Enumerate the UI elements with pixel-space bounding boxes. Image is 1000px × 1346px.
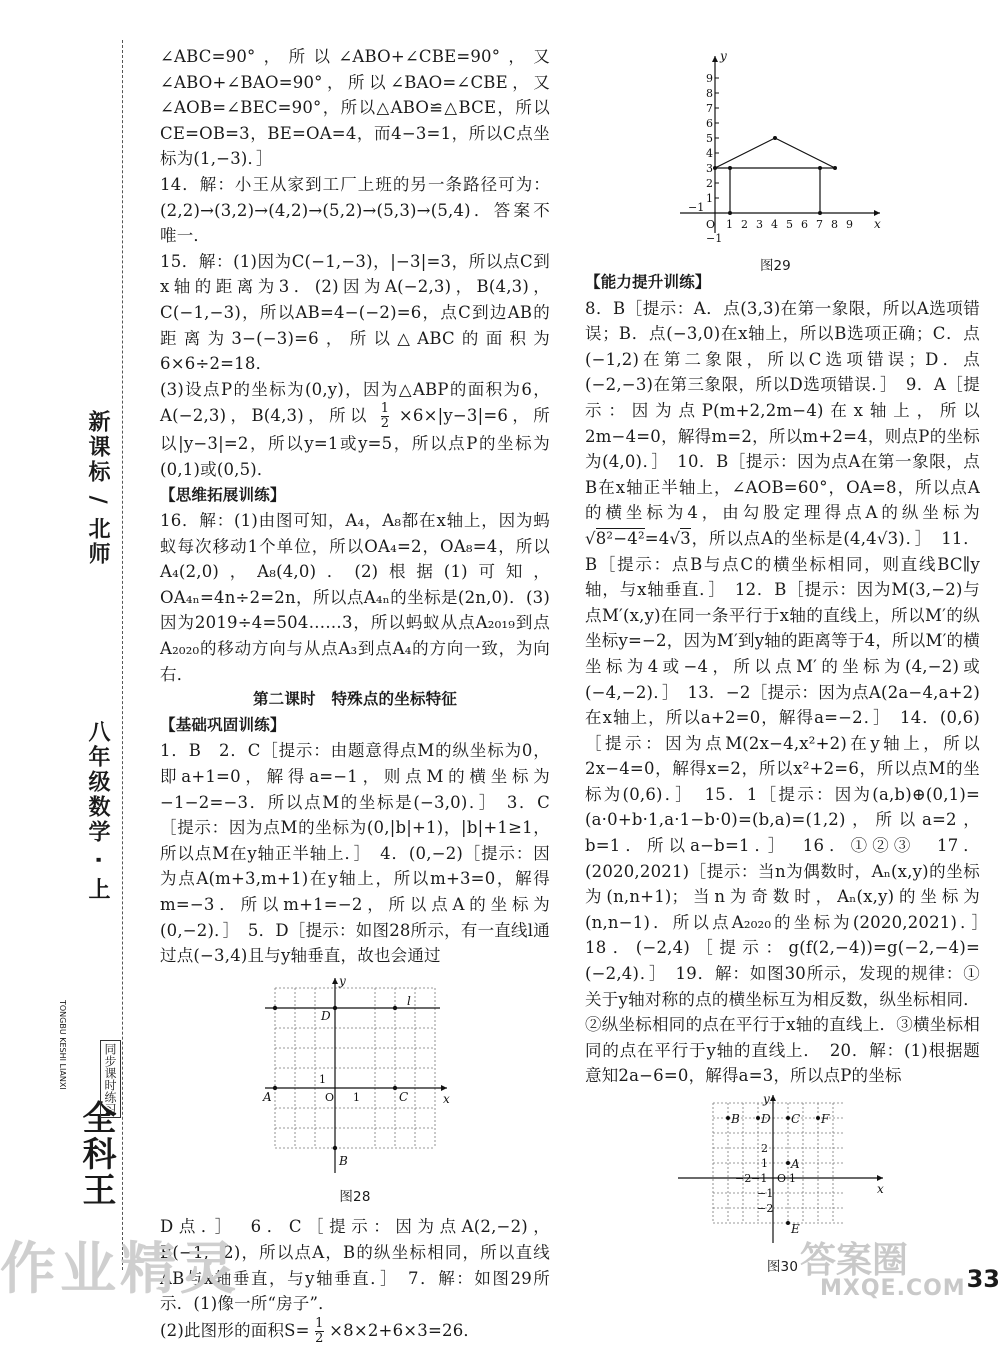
svg-text:5: 5 <box>786 218 793 231</box>
svg-text:x: x <box>874 217 881 231</box>
sqrt-radicand-1: 8²−4² <box>595 528 645 548</box>
svg-text:−1: −1 <box>706 232 723 245</box>
svg-text:1: 1 <box>706 192 713 205</box>
watermark-bottom-right: 答案圈 <box>800 1240 909 1281</box>
answers-5-7: D点．］ 6．C［提示：因为点A(2,−2)，B(−1,−2)，所以点A，B的纵坐标相同，所以直线AB与x轴垂直，与y轴垂直．］ 7．解：如图29所示．(1)像一所“房子”． <box>160 1217 550 1314</box>
svg-text:2: 2 <box>741 218 748 231</box>
watermark-bottom-left: 作业精灵 <box>0 1237 240 1302</box>
figure-29-house-graph <box>670 48 890 248</box>
svg-text:4: 4 <box>771 218 778 231</box>
svg-text:E: E <box>790 1222 800 1236</box>
svg-text:x: x <box>876 1182 884 1196</box>
lesson-subtitle: 第二课时 特殊点的坐标特征 <box>252 690 458 709</box>
svg-text:5: 5 <box>706 132 713 145</box>
svg-text:9: 9 <box>706 72 713 85</box>
svg-text:8: 8 <box>706 87 713 100</box>
section-base: 【基础巩固训练】 <box>160 715 286 734</box>
answers-8-20 <box>585 296 997 1089</box>
sqrt-expression-1: √8²−4² <box>585 528 645 548</box>
brand-subtitle: 同步课时练习 <box>100 1040 121 1118</box>
answer-7-area-text2: ×8×2+6×3=26． <box>329 1320 481 1340</box>
answers-10-20-text: ，所以点A的坐标是(4,4√3)．］ 11．B［提示：点B与点C的横坐标相同，则直线BC∥y轴，与x轴垂直．］ 12．B［提示：因为M(3,−2)与点M′(x,y)在同一条平行于x轴的直线上，所以M′的纵坐标y=−2，因为M′到y轴的距离等于4，所以M′的横坐标为4或−4，所以点M′的坐标为(4,−2)或(−4,−2)．］ 13．−2［提示：因为点A(2a−4,a+2)在x轴上，所以a+2=0，解得a=−2．］ 14．(0,6)［提示：因为点M(2x−4,x²+2)在y轴上，所以2x−4=0，解得x=2，所以x²+2=6，所以点M的坐标为(0,6)．］ 15．1［提示：因为(a,b)⊕(0,1)=(a·0+b·1,a·1−b·0)=(b,a)=(1,2)，所以a=2，b=1．所以a−b=1．］ 16．①②③ 17．(2020,2021)［提示：当n为偶数时，Aₙ(x,y)的坐标为(n,n+1)；当n为奇数时，Aₙ(x,y)的坐标为(n,n−1)．所以点A₂₀₂₀的坐标为(2020,2021)．］ 18．(−2,4)［提示：g(f(2,−4))=g(−2,−4)=(−2,4)．］ 19．解：如图30所示，发现的规律：①关于y轴对称的点的横坐标互为相反数，纵坐标相同．②纵坐标相同的点在平行于x轴的直线上．③横坐标相同的点在平行于y轴的直线上． 20．解：(1)根据题意知2a−6=0，解得a=3，所以点P的坐标 <box>585 528 997 1086</box>
frac-num: 1 <box>315 1315 324 1331</box>
svg-text:−1: −1 <box>750 1172 768 1185</box>
svg-text:O: O <box>325 1090 335 1104</box>
brand-pinyin: TONGBU KESHI LIANXI <box>58 1000 67 1090</box>
answer-15-b-text2: ×6×|y−3|=6，所以|y−3|=2，所以y=1或y=5，所以点P的坐标为(0,1)或(0,5)． <box>160 406 551 479</box>
figure-30-caption: 图30 <box>766 1259 799 1275</box>
figure-28-caption: 图28 <box>339 1188 371 1205</box>
frac-num: 1 <box>380 401 390 417</box>
spine-edition: 新课标 / 北师 <box>85 410 110 568</box>
section-think: 【思维拓展训练】 <box>160 485 286 504</box>
svg-text:y: y <box>339 973 346 988</box>
figure-29-caption: 图29 <box>760 258 791 274</box>
svg-text:C: C <box>790 1112 800 1126</box>
frac-den: 2 <box>380 416 390 432</box>
svg-text:7: 7 <box>816 218 823 231</box>
svg-text:−2: −2 <box>756 1202 774 1215</box>
svg-text:F: F <box>820 1112 830 1126</box>
svg-text:6: 6 <box>801 218 808 231</box>
spine-subject: 八年级数学 · 上 <box>85 720 110 903</box>
figure-28-grid <box>255 973 455 1183</box>
answer-7-area-text1: (2)此图形的面积S= <box>160 1320 310 1340</box>
svg-text:4: 4 <box>706 147 713 160</box>
svg-text:y: y <box>762 1093 770 1106</box>
left-column <box>160 44 550 1346</box>
svg-text:B: B <box>339 1153 349 1168</box>
answer-15-b <box>160 377 550 483</box>
svg-text:D: D <box>321 1008 331 1023</box>
svg-text:−1: −1 <box>688 201 705 214</box>
svg-text:3: 3 <box>706 162 713 175</box>
svg-text:3: 3 <box>756 218 763 231</box>
svg-text:O: O <box>776 1172 786 1185</box>
answer-13-cont: ∠ABC=90°，所以∠ABO+∠CBE=90°，又∠ABO+∠BAO=90°，所以∠BAO=∠CBE，又∠AOB=∠BEC=90°，所以△ABO≌△BCE，所以CE=OB=3，BE=OA=4，而4−3=1，所以C点坐标为(1,−3)．］ <box>160 47 550 169</box>
svg-text:A: A <box>790 1157 800 1171</box>
answer-16: 16．解：(1)由图可知，A₄，A₈都在x轴上，因为蚂蚁每次移动1个单位，所以OA₄=2，OA₈=4，所以A₄(2,0)，A₈(4,0)．(2)根据(1)可知，OA₄ₙ=4n÷2=2n，所以点A₄ₙ的坐标是(2n,0)．(3)因为2019÷4=504……3，所以蚂蚁从点A₂₀₁₉到点A₂₀₂₀的移动方向与从点A₃到点A₄的方向一致，为向右． <box>160 511 550 684</box>
binding-dashed-line <box>122 40 123 1270</box>
answers-1-5: 1．B 2．C［提示：由题意得点M的纵坐标为0，即a+1=0，解得a=−1，则点M的横坐标为−1−2=−3．所以点M的坐标是(−3,0)．］ 3．C［提示：因为点M的坐标为(0,|b|+1)，|b|+1≥1，所以点M在y轴正半轴上．］ 4．(0,−2)［提示：因为点A(m+3,m+1)在y轴上，所以m+3=0，解得m=−3．所以m+1=−2，所以点A的坐标为(0,−2)．］ 5．D［提示：如图28所示，有一直线l通过点(−3,4)且与y轴垂直，故也会通过 <box>160 741 550 966</box>
svg-text:D: D <box>760 1112 771 1126</box>
svg-text:C: C <box>399 1089 409 1104</box>
svg-text:l: l <box>407 993 412 1008</box>
svg-text:6: 6 <box>706 117 713 130</box>
answer-10-mid: =4 <box>644 528 670 548</box>
answer-14: 14．解：小王从家到工厂上班的另一条路径可为：(2,2)→(3,2)→(4,2)→(5,2)→(5,3)→(5,4)．答案不唯一． <box>160 174 550 246</box>
answer-15-a: 15．解：(1)因为C(−1,−3)，|−3|=3，所以点C到x轴的距离为3．(2)因为A(−2,3)，B(4,3)，C(−1,−3)，所以AB=4−(−2)=6，点C到边AB的距离为3−(−3)=6，所以△ABC的面积为6×6÷2=18． <box>160 251 550 374</box>
svg-text:O: O <box>706 218 716 231</box>
answers-8-10-text: 8．B［提示：A．点(3,3)在第一象限，所以A选项错误；B．点(−3,0)在x轴上，所以B选项正确；C．点(−1,2)在第二象限，所以C选项错误；D．点(−2,−3)在第三象限，所以D选项错误．］ 9．A［提示：因为点P(m+2,2m−4)在x轴上，所以2m−4=0，解得m=2，所以m+2=4，则点P的坐标为(4,0)．］ 10．B［提示：因为点A在第一象限，点B在x轴正半轴上，∠AOB=60°，OA=8，所以点A的横坐标为4，由勾股定理得点A的纵坐标为 <box>585 298 980 523</box>
svg-text:1: 1 <box>788 1172 796 1185</box>
svg-text:A: A <box>263 1089 272 1104</box>
svg-text:−2: −2 <box>734 1172 752 1185</box>
page-number: 33 <box>966 1265 1000 1293</box>
svg-text:8: 8 <box>831 218 838 231</box>
svg-text:1: 1 <box>319 1072 327 1086</box>
section-ability: 【能力提升训练】 <box>585 273 711 291</box>
brand-name: 全科王 <box>76 1100 116 1208</box>
svg-text:2: 2 <box>760 1142 768 1155</box>
svg-text:2: 2 <box>706 177 713 190</box>
svg-text:B: B <box>730 1112 740 1126</box>
svg-text:1: 1 <box>726 218 733 231</box>
svg-text:1: 1 <box>760 1157 768 1170</box>
svg-text:1: 1 <box>353 1090 361 1104</box>
answer-7-area <box>160 1317 550 1346</box>
answer-15-b-text1: (3)设点P的坐标为(0,y)，因为△ABP的面积为6，A(−2,3)，B(4,3)，所以 <box>160 379 550 426</box>
frac-den: 2 <box>315 1330 324 1346</box>
fraction <box>381 402 389 431</box>
right-column <box>585 270 997 1285</box>
svg-text:x: x <box>443 1091 450 1106</box>
figure-30-grid <box>673 1093 893 1253</box>
sqrt-radicand-2: 3 <box>680 528 691 548</box>
watermark-site: MXQE.COM <box>820 1276 966 1301</box>
sqrt-expression-2: √3 <box>669 528 691 548</box>
svg-text:y: y <box>720 49 727 63</box>
fraction <box>315 1317 323 1346</box>
svg-text:9: 9 <box>846 218 853 231</box>
svg-text:−1: −1 <box>756 1187 774 1200</box>
svg-text:7: 7 <box>706 102 713 115</box>
